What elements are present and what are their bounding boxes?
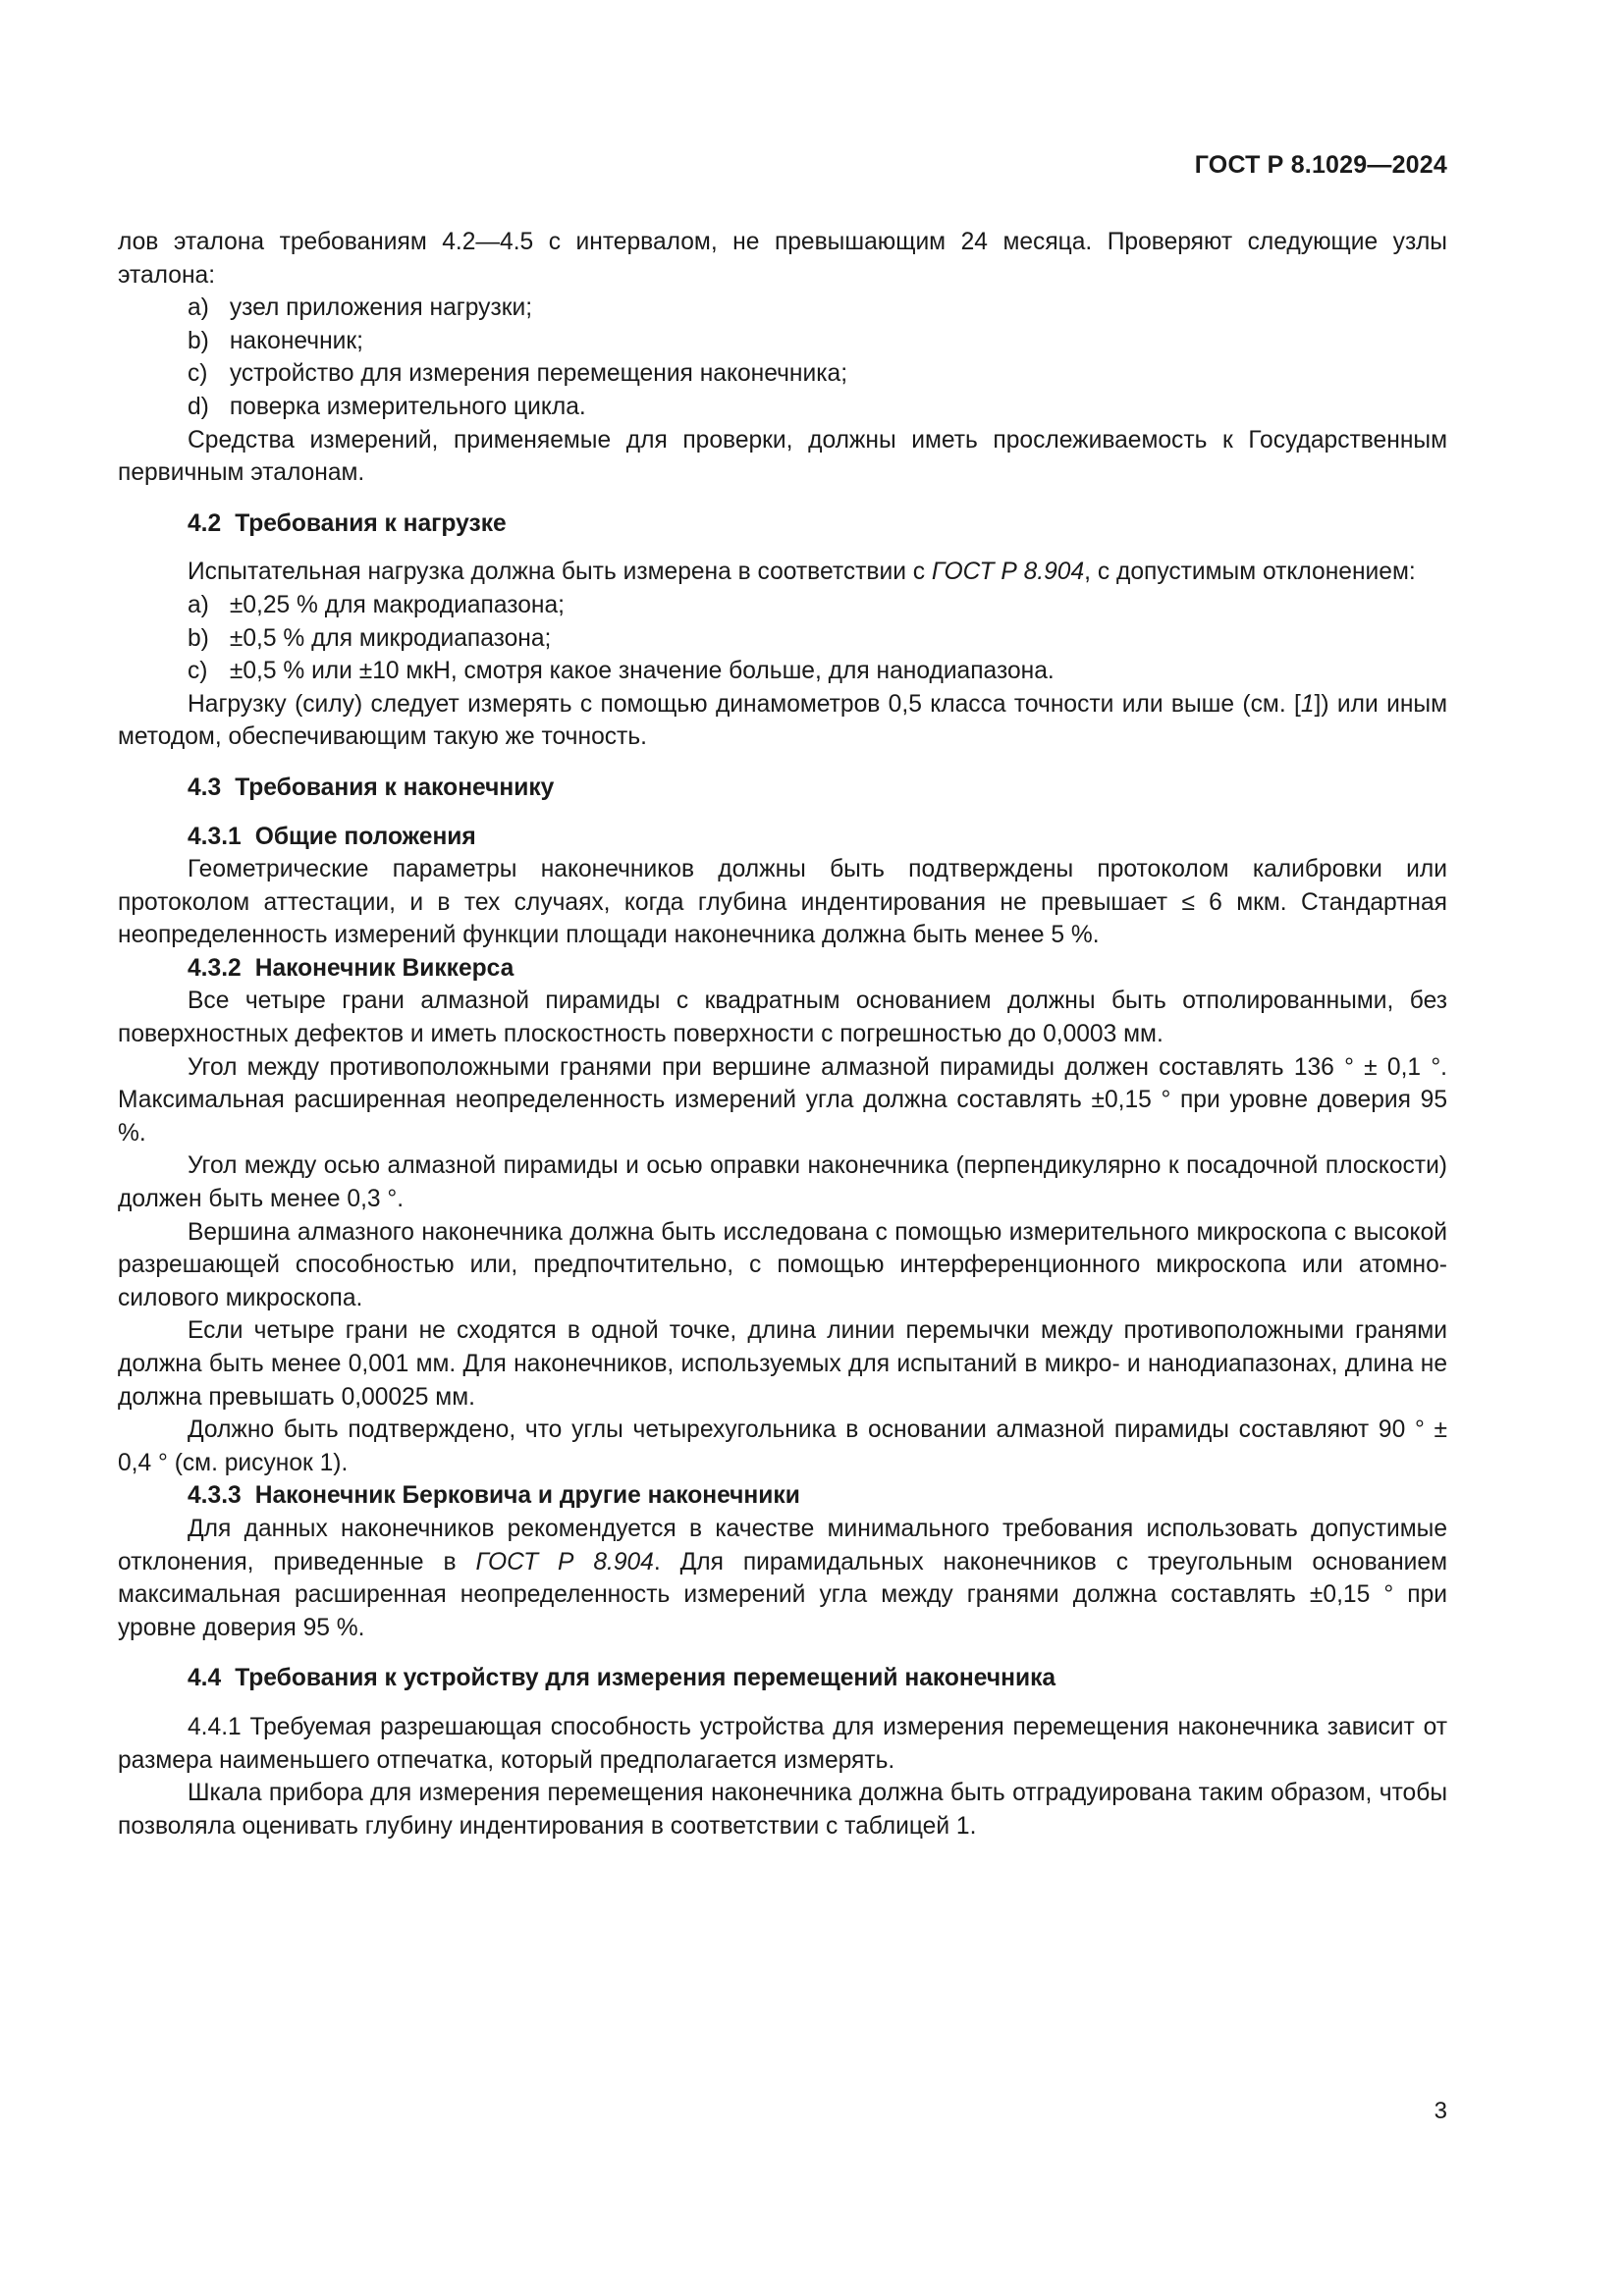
list-item-text: ±0,5 % или ±10 мкН, смотря какое значение больше, для нанодиапазона.	[229, 658, 1055, 685]
list-marker: b)	[188, 624, 209, 652]
list-item	[188, 589, 1447, 622]
section-number: 4.2	[188, 509, 222, 537]
subsection-title: Общие положения	[254, 823, 476, 850]
text-run: Для данных наконечников рекомендуется в качестве минимального требования использовать допустимые отклонения, приведенные в	[118, 1515, 1447, 1575]
list-marker: c)	[188, 360, 208, 388]
list-marker: d)	[188, 393, 209, 420]
subsection-heading-4-3-1	[188, 821, 1447, 854]
paragraph: Должно быть подтверждено, что углы четырехугольника в основании алмазной пирамиды составляют 90 ° ± 0,4 ° (см. рисунок 1).	[118, 1416, 1447, 1476]
text-run: . Для пирамидальных наконечников с треугольным основанием максимальная расширенная неопределенность измерений угла между гранями должна составлять ±0,15 ° при уровне доверия 95 %.	[118, 1548, 1447, 1641]
paragraph-load-requirement	[118, 556, 1447, 589]
document-standard-code: ГОСТ Р 8.1029—2024	[1194, 151, 1447, 179]
subsection-heading-4-3-3	[188, 1479, 1447, 1513]
paragraph-continuation: лов эталона требованиям 4.2—4.5 с интервалом, не превышающим 24 месяца. Проверяют следующие узлы эталона:	[118, 229, 1447, 289]
paragraph: Шкала прибора для измерения перемещения наконечника должна быть отградуирована таким образом, чтобы позволяла оценивать глубину индентирования в соответствии с таблицей 1.	[118, 1780, 1447, 1840]
list-marker: a)	[188, 591, 209, 618]
list-item-text: устройство для измерения перемещения наконечника;	[229, 360, 848, 388]
paragraph: Если четыре грани не сходятся в одной точке, длина линии перемычки между противоположными гранями должна быть менее 0,001 мм. Для наконечников, используемых для испытаний в микро- и нанодиапазонах, длина не должна превышать 0,00025 мм.	[118, 1317, 1447, 1411]
list-item	[188, 292, 1447, 325]
list-item	[188, 357, 1447, 391]
section-title: Требования к наконечнику	[235, 774, 555, 801]
bibliography-reference: 1	[1300, 690, 1315, 718]
list-item	[188, 325, 1447, 358]
list-item	[188, 622, 1447, 656]
subsection-number: 4.3.3	[188, 1482, 242, 1510]
list-marker: c)	[188, 658, 208, 685]
paragraph: Угол между противоположными гранями при вершине алмазной пирамиды должен составлять 136 ° ± 0,1 °. Максимальная расширенная неопределенность измерений угла должна составлять ±0,15 ° при уровне доверия 95 %.	[118, 1053, 1447, 1147]
list-item-text: наконечник;	[229, 327, 363, 354]
page-number: 3	[1434, 2098, 1447, 2124]
list-item	[188, 655, 1447, 688]
section-number: 4.4	[188, 1665, 222, 1692]
section-heading-4-4	[188, 1662, 1447, 1695]
section-title: Требования к нагрузке	[235, 509, 507, 537]
section-number: 4.3	[188, 774, 222, 801]
subsection-number: 4.3.2	[188, 954, 242, 982]
standard-reference: ГОСТ Р 8.904	[475, 1548, 654, 1575]
subsection-number: 4.3.1	[188, 823, 242, 850]
list-item-text: ±0,5 % для микродиапазона;	[229, 624, 552, 652]
list-marker: a)	[188, 294, 209, 322]
section-heading-4-2	[188, 507, 1447, 541]
subsection-title: Наконечник Виккерса	[254, 954, 514, 982]
subsection-title: Наконечник Берковича и другие наконечники	[254, 1482, 800, 1510]
paragraph: 4.4.1 Требуемая разрешающая способность устройства для измерения перемещения наконечника зависит от размера наименьшего отпечатка, который предполагается измерять.	[118, 1713, 1447, 1774]
standard-reference: ГОСТ Р 8.904	[931, 559, 1085, 586]
document-body	[118, 226, 1447, 1842]
subsection-heading-4-3-2	[188, 952, 1447, 986]
list-item-text: ±0,25 % для макродиапазона;	[229, 591, 566, 618]
paragraph	[118, 1513, 1447, 1644]
text-run: , с допустимым отклонением:	[1084, 559, 1416, 586]
paragraph-force-measurement	[118, 688, 1447, 754]
text-run: Испытательная нагрузка должна быть измерена в соответствии с	[188, 559, 932, 586]
paragraph-traceability: Средства измерений, применяемые для проверки, должны иметь прослеживаемость к Государственным первичным эталонам.	[118, 426, 1447, 487]
text-run: Нагрузку (силу) следует измерять с помощью динамометров 0,5 класса точности или выше (см. [	[188, 690, 1301, 718]
list-marker: b)	[188, 327, 209, 354]
paragraph: Геометрические параметры наконечников должны быть подтверждены протоколом калибровки или протоколом аттестации, и в тех случаях, когда глубина индентирования не превышает ≤ 6 мкм. Стандартная неопределенность измерений функции площади наконечника должна быть менее 5 %.	[118, 856, 1447, 949]
text-run: ]) или иным методом, обеспечивающим такую же точность.	[118, 690, 1448, 751]
paragraph: Угол между осью алмазной пирамиды и осью оправки наконечника (перпендикулярно к посадочной плоскости) должен быть менее 0,3 °.	[118, 1152, 1447, 1213]
section-heading-4-3	[188, 772, 1447, 805]
paragraph: Вершина алмазного наконечника должна быть исследована с помощью измерительного микроскопа с высокой разрешающей способностью или, предпочтительно, с помощью интерференционного микроскопа или атомно-силового микроскопа.	[118, 1218, 1447, 1311]
list-item-text: поверка измерительного цикла.	[229, 393, 586, 420]
list-item-text: узел приложения нагрузки;	[229, 294, 533, 322]
paragraph: Все четыре грани алмазной пирамиды с квадратным основанием должны быть отполированными, без поверхностных дефектов и иметь плоскостность поверхности с погрешностью до 0,0003 мм.	[118, 988, 1447, 1048]
section-title: Требования к устройству для измерения перемещений наконечника	[235, 1665, 1056, 1692]
list-item	[188, 391, 1447, 424]
